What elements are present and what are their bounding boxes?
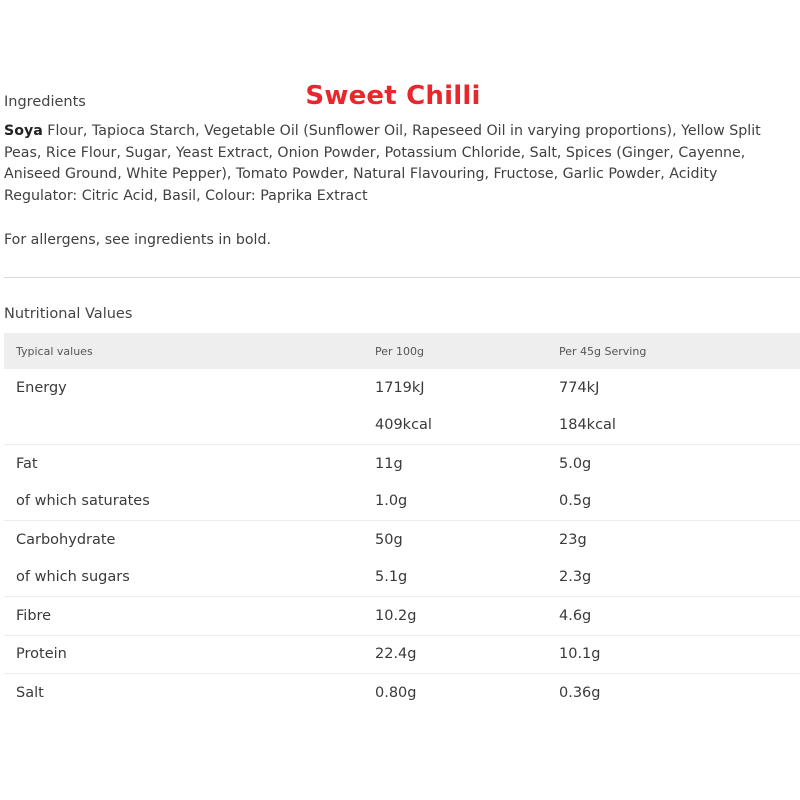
ingredients-text	[4, 121, 794, 208]
nutrient-label	[4, 407, 363, 445]
table-row	[4, 369, 800, 407]
allergen-note: For allergens, see ingredients in bold.	[4, 232, 271, 248]
per100-value: 22.4g	[363, 635, 547, 674]
table-row	[4, 559, 800, 597]
nutrient-label: Energy	[16, 379, 67, 396]
nutrient-label: Salt	[16, 684, 44, 701]
per100-value: 11g	[375, 455, 403, 472]
column-header-serving: Per 45g Serving	[547, 333, 800, 369]
serving-value: 23g	[559, 531, 587, 548]
table-row	[4, 445, 800, 483]
nutrition-header-row	[4, 333, 800, 369]
table-row	[4, 635, 800, 674]
per100-value: 50g	[375, 531, 403, 548]
serving-value: 10.1g	[547, 635, 800, 674]
table-row	[4, 674, 800, 712]
per100-value: 10.2g	[363, 597, 547, 636]
nutrient-label: of which saturates	[4, 483, 363, 521]
serving-value: 2.3g	[547, 559, 800, 597]
nutrition-table	[4, 333, 800, 712]
per100-value: 409kcal	[363, 407, 547, 445]
per100-value: 0.80g	[375, 684, 417, 701]
nutrient-label: Carbohydrate	[16, 531, 116, 548]
table-row	[4, 483, 800, 521]
serving-value: 5.0g	[559, 455, 592, 472]
per100-value: 1719kJ	[375, 379, 425, 396]
serving-value: 774kJ	[559, 379, 600, 396]
nutrient-label: Fibre	[4, 597, 363, 636]
nutrient-label: of which sugars	[4, 559, 363, 597]
nutrient-label: Fat	[16, 455, 38, 472]
serving-value: 0.36g	[559, 684, 601, 701]
ingredients-list: Flour, Tapioca Starch, Vegetable Oil (Sunflower Oil, Rapeseed Oil in varying proportions), Yellow Split Peas, Rice Flour, Sugar, Yeast Extract, Onion Powder, Potassium Chloride, Salt, Spices (Ginger, Cayenne, Aniseed Ground, White Pepper), Tomato Powder, Natural Flavouring, Fructose, Garlic Powder, Acidity Regulator: Citric Acid, Basil, Colour: Paprika Extract	[4, 123, 761, 205]
serving-value: 0.5g	[547, 483, 800, 521]
column-header-typical: Typical values	[4, 333, 363, 369]
product-title: Sweet Chilli	[305, 81, 481, 111]
serving-value: 4.6g	[547, 597, 800, 636]
table-row	[4, 597, 800, 636]
serving-value: 184kcal	[547, 407, 800, 445]
column-header-per100: Per 100g	[363, 333, 547, 369]
section-divider	[4, 277, 800, 278]
allergen-soya: Soya	[4, 123, 43, 139]
table-row	[4, 407, 800, 445]
per100-value: 1.0g	[363, 483, 547, 521]
nutrient-label: Protein	[4, 635, 363, 674]
nutrition-heading: Nutritional Values	[4, 306, 133, 322]
per100-value: 5.1g	[363, 559, 547, 597]
ingredients-heading: Ingredients	[4, 94, 86, 110]
table-row	[4, 521, 800, 559]
